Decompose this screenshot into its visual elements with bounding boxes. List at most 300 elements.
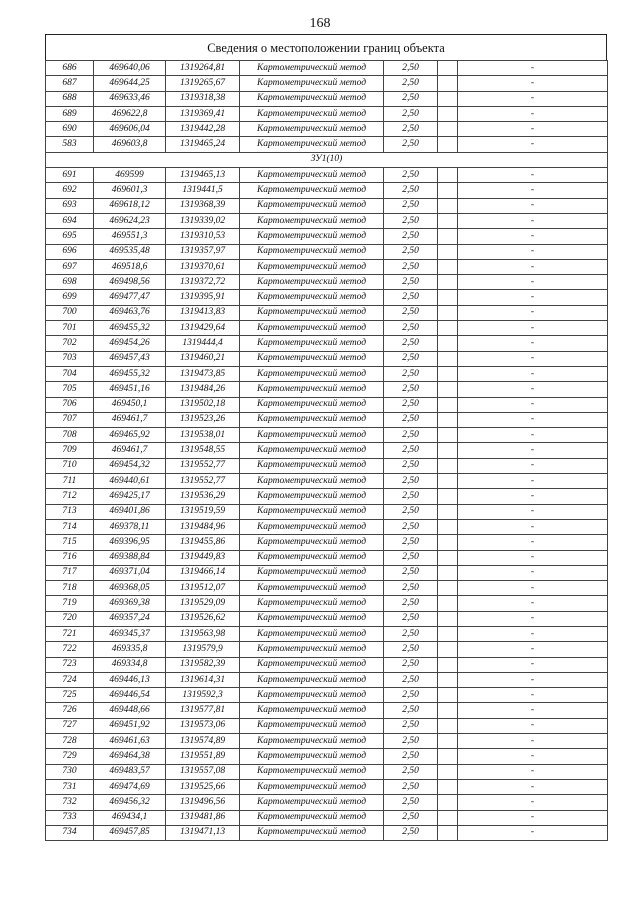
description-cell: - (458, 168, 608, 183)
x-coordinate-cell: 469440,61 (94, 474, 166, 489)
x-coordinate-cell: 469334,8 (94, 657, 166, 672)
y-coordinate-cell: 1319310,53 (166, 229, 240, 244)
empty-cell (438, 550, 458, 565)
y-coordinate-cell: 1319536,29 (166, 489, 240, 504)
accuracy-cell: 2,50 (384, 489, 438, 504)
y-coordinate-cell: 1319552,77 (166, 458, 240, 473)
x-coordinate-cell: 469644,25 (94, 76, 166, 91)
point-number-cell: 583 (46, 137, 94, 152)
y-coordinate-cell: 1319265,67 (166, 76, 240, 91)
point-number-cell: 698 (46, 275, 94, 290)
section-row (46, 152, 608, 167)
table-row (46, 779, 608, 794)
empty-cell (438, 734, 458, 749)
empty-cell (438, 244, 458, 259)
method-cell: Картометрический метод (240, 244, 384, 259)
section-title: ЗУ1(10) (46, 152, 608, 167)
y-coordinate-cell: 1319484,26 (166, 382, 240, 397)
point-number-cell: 700 (46, 305, 94, 320)
table-row (46, 321, 608, 336)
point-number-cell: 690 (46, 122, 94, 137)
x-coordinate-cell: 469335,8 (94, 642, 166, 657)
method-cell: Картометрический метод (240, 626, 384, 641)
method-cell: Картометрический метод (240, 611, 384, 626)
x-coordinate-cell: 469357,24 (94, 611, 166, 626)
table-row (46, 351, 608, 366)
y-coordinate-cell: 1319525,66 (166, 779, 240, 794)
accuracy-cell: 2,50 (384, 519, 438, 534)
x-coordinate-cell: 469457,85 (94, 825, 166, 840)
method-cell: Картометрический метод (240, 565, 384, 580)
description-cell: - (458, 244, 608, 259)
description-cell: - (458, 290, 608, 305)
x-coordinate-cell: 469498,56 (94, 275, 166, 290)
x-coordinate-cell: 469378,11 (94, 519, 166, 534)
method-cell: Картометрический метод (240, 596, 384, 611)
accuracy-cell: 2,50 (384, 474, 438, 489)
y-coordinate-cell: 1319481,86 (166, 810, 240, 825)
accuracy-cell: 2,50 (384, 626, 438, 641)
empty-cell (438, 397, 458, 412)
empty-cell (438, 749, 458, 764)
empty-cell (438, 458, 458, 473)
x-coordinate-cell: 469345,37 (94, 626, 166, 641)
table-row (46, 734, 608, 749)
x-coordinate-cell: 469477,47 (94, 290, 166, 305)
method-cell: Картометрический метод (240, 749, 384, 764)
point-number-cell: 727 (46, 718, 94, 733)
empty-cell (438, 672, 458, 687)
empty-cell (438, 275, 458, 290)
x-coordinate-cell: 469454,26 (94, 336, 166, 351)
empty-cell (438, 321, 458, 336)
x-coordinate-cell: 469633,46 (94, 91, 166, 106)
y-coordinate-cell: 1319496,56 (166, 795, 240, 810)
x-coordinate-cell: 469622,8 (94, 106, 166, 121)
y-coordinate-cell: 1319577,81 (166, 703, 240, 718)
description-cell: - (458, 795, 608, 810)
method-cell: Картометрический метод (240, 779, 384, 794)
method-cell: Картометрический метод (240, 198, 384, 213)
point-number-cell: 720 (46, 611, 94, 626)
table-row (46, 244, 608, 259)
table-row (46, 76, 608, 91)
y-coordinate-cell: 1319523,26 (166, 412, 240, 427)
point-number-cell: 726 (46, 703, 94, 718)
method-cell: Картометрический метод (240, 382, 384, 397)
empty-cell (438, 795, 458, 810)
method-cell: Картометрический метод (240, 229, 384, 244)
empty-cell (438, 489, 458, 504)
x-coordinate-cell: 469434,1 (94, 810, 166, 825)
description-cell: - (458, 61, 608, 76)
point-number-cell: 722 (46, 642, 94, 657)
x-coordinate-cell: 469455,32 (94, 366, 166, 381)
accuracy-cell: 2,50 (384, 397, 438, 412)
description-cell: - (458, 397, 608, 412)
table-row (46, 61, 608, 76)
description-cell: - (458, 76, 608, 91)
x-coordinate-cell: 469518,6 (94, 259, 166, 274)
accuracy-cell: 2,50 (384, 412, 438, 427)
accuracy-cell: 2,50 (384, 718, 438, 733)
description-cell: - (458, 336, 608, 351)
y-coordinate-cell: 1319471,13 (166, 825, 240, 840)
accuracy-cell: 2,50 (384, 657, 438, 672)
table-row (46, 168, 608, 183)
point-number-cell: 717 (46, 565, 94, 580)
accuracy-cell: 2,50 (384, 168, 438, 183)
table-row (46, 106, 608, 121)
y-coordinate-cell: 1319372,72 (166, 275, 240, 290)
empty-cell (438, 688, 458, 703)
method-cell: Картометрический метод (240, 137, 384, 152)
empty-cell (438, 213, 458, 228)
empty-cell (438, 535, 458, 550)
point-number-cell: 719 (46, 596, 94, 611)
point-number-cell: 713 (46, 504, 94, 519)
empty-cell (438, 657, 458, 672)
method-cell: Картометрический метод (240, 642, 384, 657)
y-coordinate-cell: 1319357,97 (166, 244, 240, 259)
description-cell: - (458, 91, 608, 106)
empty-cell (438, 626, 458, 641)
method-cell: Картометрический метод (240, 718, 384, 733)
method-cell: Картометрический метод (240, 305, 384, 320)
method-cell: Картометрический метод (240, 183, 384, 198)
y-coordinate-cell: 1319318,38 (166, 91, 240, 106)
description-cell: - (458, 137, 608, 152)
method-cell: Картометрический метод (240, 474, 384, 489)
accuracy-cell: 2,50 (384, 428, 438, 443)
point-number-cell: 703 (46, 351, 94, 366)
y-coordinate-cell: 1319442,28 (166, 122, 240, 137)
table-row (46, 688, 608, 703)
accuracy-cell: 2,50 (384, 366, 438, 381)
x-coordinate-cell: 469551,3 (94, 229, 166, 244)
point-number-cell: 723 (46, 657, 94, 672)
table-row (46, 749, 608, 764)
empty-cell (438, 229, 458, 244)
table-row (46, 458, 608, 473)
table-row (46, 336, 608, 351)
table-row (46, 810, 608, 825)
description-cell: - (458, 596, 608, 611)
method-cell: Картометрический метод (240, 795, 384, 810)
y-coordinate-cell: 1319557,08 (166, 764, 240, 779)
table-row (46, 611, 608, 626)
accuracy-cell: 2,50 (384, 198, 438, 213)
description-cell: - (458, 305, 608, 320)
point-number-cell: 691 (46, 168, 94, 183)
table-row (46, 198, 608, 213)
point-number-cell: 725 (46, 688, 94, 703)
x-coordinate-cell: 469388,84 (94, 550, 166, 565)
method-cell: Картометрический метод (240, 825, 384, 840)
accuracy-cell: 2,50 (384, 764, 438, 779)
empty-cell (438, 122, 458, 137)
x-coordinate-cell: 469446,54 (94, 688, 166, 703)
method-cell: Картометрический метод (240, 321, 384, 336)
point-number-cell: 706 (46, 397, 94, 412)
point-number-cell: 732 (46, 795, 94, 810)
empty-cell (438, 764, 458, 779)
table-title: Сведения о местоположении границ объекта (45, 34, 607, 60)
point-number-cell: 702 (46, 336, 94, 351)
method-cell: Картометрический метод (240, 703, 384, 718)
y-coordinate-cell: 1319395,91 (166, 290, 240, 305)
description-cell: - (458, 825, 608, 840)
y-coordinate-cell: 1319444,4 (166, 336, 240, 351)
method-cell: Картометрический метод (240, 810, 384, 825)
point-number-cell: 716 (46, 550, 94, 565)
accuracy-cell: 2,50 (384, 305, 438, 320)
y-coordinate-cell: 1319574,89 (166, 734, 240, 749)
accuracy-cell: 2,50 (384, 779, 438, 794)
point-number-cell: 689 (46, 106, 94, 121)
accuracy-cell: 2,50 (384, 642, 438, 657)
empty-cell (438, 474, 458, 489)
empty-cell (438, 198, 458, 213)
point-number-cell: 729 (46, 749, 94, 764)
method-cell: Картометрический метод (240, 366, 384, 381)
description-cell: - (458, 779, 608, 794)
table-row (46, 91, 608, 106)
point-number-cell: 718 (46, 581, 94, 596)
table-row (46, 397, 608, 412)
x-coordinate-cell: 469450,1 (94, 397, 166, 412)
accuracy-cell: 2,50 (384, 351, 438, 366)
point-number-cell: 687 (46, 76, 94, 91)
point-number-cell: 724 (46, 672, 94, 687)
point-number-cell: 697 (46, 259, 94, 274)
x-coordinate-cell: 469603,8 (94, 137, 166, 152)
accuracy-cell: 2,50 (384, 672, 438, 687)
method-cell: Картометрический метод (240, 428, 384, 443)
description-cell: - (458, 734, 608, 749)
method-cell: Картометрический метод (240, 672, 384, 687)
description-cell: - (458, 535, 608, 550)
point-number-cell: 686 (46, 61, 94, 76)
y-coordinate-cell: 1319449,83 (166, 550, 240, 565)
description-cell: - (458, 565, 608, 580)
accuracy-cell: 2,50 (384, 137, 438, 152)
empty-cell (438, 703, 458, 718)
empty-cell (438, 76, 458, 91)
accuracy-cell: 2,50 (384, 259, 438, 274)
accuracy-cell: 2,50 (384, 91, 438, 106)
x-coordinate-cell: 469368,05 (94, 581, 166, 596)
x-coordinate-cell: 469455,32 (94, 321, 166, 336)
point-number-cell: 708 (46, 428, 94, 443)
method-cell: Картометрический метод (240, 91, 384, 106)
method-cell: Картометрический метод (240, 168, 384, 183)
table-row (46, 504, 608, 519)
method-cell: Картометрический метод (240, 535, 384, 550)
table-row (46, 305, 608, 320)
x-coordinate-cell: 469461,7 (94, 443, 166, 458)
accuracy-cell: 2,50 (384, 443, 438, 458)
table-row (46, 718, 608, 733)
description-cell: - (458, 688, 608, 703)
method-cell: Картометрический метод (240, 122, 384, 137)
point-number-cell: 734 (46, 825, 94, 840)
description-cell: - (458, 626, 608, 641)
accuracy-cell: 2,50 (384, 275, 438, 290)
description-cell: - (458, 519, 608, 534)
table-row (46, 519, 608, 534)
method-cell: Картометрический метод (240, 412, 384, 427)
accuracy-cell: 2,50 (384, 183, 438, 198)
x-coordinate-cell: 469448,66 (94, 703, 166, 718)
table-row (46, 596, 608, 611)
empty-cell (438, 305, 458, 320)
method-cell: Картометрический метод (240, 489, 384, 504)
table-row (46, 489, 608, 504)
boundary-table-sheet (45, 34, 607, 841)
x-coordinate-cell: 469465,92 (94, 428, 166, 443)
table-body (46, 61, 608, 841)
x-coordinate-cell: 469446,13 (94, 672, 166, 687)
accuracy-cell: 2,50 (384, 596, 438, 611)
empty-cell (438, 519, 458, 534)
table-row (46, 428, 608, 443)
point-number-cell: 714 (46, 519, 94, 534)
empty-cell (438, 825, 458, 840)
accuracy-cell: 2,50 (384, 382, 438, 397)
point-number-cell: 701 (46, 321, 94, 336)
empty-cell (438, 106, 458, 121)
x-coordinate-cell: 469451,92 (94, 718, 166, 733)
method-cell: Картометрический метод (240, 519, 384, 534)
method-cell: Картометрический метод (240, 458, 384, 473)
method-cell: Картометрический метод (240, 259, 384, 274)
point-number-cell: 712 (46, 489, 94, 504)
table-row (46, 764, 608, 779)
description-cell: - (458, 213, 608, 228)
empty-cell (438, 443, 458, 458)
point-number-cell: 730 (46, 764, 94, 779)
y-coordinate-cell: 1319465,24 (166, 137, 240, 152)
table-row (46, 213, 608, 228)
description-cell: - (458, 122, 608, 137)
point-number-cell: 699 (46, 290, 94, 305)
description-cell: - (458, 412, 608, 427)
empty-cell (438, 504, 458, 519)
x-coordinate-cell: 469601,3 (94, 183, 166, 198)
x-coordinate-cell: 469618,12 (94, 198, 166, 213)
empty-cell (438, 718, 458, 733)
method-cell: Картометрический метод (240, 61, 384, 76)
accuracy-cell: 2,50 (384, 76, 438, 91)
x-coordinate-cell: 469606,04 (94, 122, 166, 137)
y-coordinate-cell: 1319573,06 (166, 718, 240, 733)
x-coordinate-cell: 469369,38 (94, 596, 166, 611)
x-coordinate-cell: 469425,17 (94, 489, 166, 504)
description-cell: - (458, 321, 608, 336)
y-coordinate-cell: 1319519,59 (166, 504, 240, 519)
y-coordinate-cell: 1319563,98 (166, 626, 240, 641)
y-coordinate-cell: 1319538,01 (166, 428, 240, 443)
table-row (46, 795, 608, 810)
y-coordinate-cell: 1319466,14 (166, 565, 240, 580)
method-cell: Картометрический метод (240, 213, 384, 228)
table-row (46, 672, 608, 687)
y-coordinate-cell: 1319484,96 (166, 519, 240, 534)
x-coordinate-cell: 469474,69 (94, 779, 166, 794)
table-row (46, 229, 608, 244)
point-number-cell: 692 (46, 183, 94, 198)
table-row (46, 183, 608, 198)
description-cell: - (458, 382, 608, 397)
method-cell: Картометрический метод (240, 734, 384, 749)
description-cell: - (458, 581, 608, 596)
description-cell: - (458, 474, 608, 489)
accuracy-cell: 2,50 (384, 825, 438, 840)
empty-cell (438, 565, 458, 580)
description-cell: - (458, 611, 608, 626)
description-cell: - (458, 106, 608, 121)
x-coordinate-cell: 469624,23 (94, 213, 166, 228)
x-coordinate-cell: 469461,7 (94, 412, 166, 427)
x-coordinate-cell: 469401,86 (94, 504, 166, 519)
point-number-cell: 721 (46, 626, 94, 641)
description-cell: - (458, 458, 608, 473)
x-coordinate-cell: 469454,32 (94, 458, 166, 473)
y-coordinate-cell: 1319512,07 (166, 581, 240, 596)
method-cell: Картометрический метод (240, 764, 384, 779)
description-cell: - (458, 366, 608, 381)
accuracy-cell: 2,50 (384, 229, 438, 244)
description-cell: - (458, 749, 608, 764)
y-coordinate-cell: 1319579,9 (166, 642, 240, 657)
table-row (46, 565, 608, 580)
empty-cell (438, 366, 458, 381)
table-row (46, 474, 608, 489)
table-row (46, 703, 608, 718)
empty-cell (438, 168, 458, 183)
empty-cell (438, 259, 458, 274)
page-number: 168 (309, 16, 331, 31)
accuracy-cell: 2,50 (384, 336, 438, 351)
method-cell: Картометрический метод (240, 550, 384, 565)
x-coordinate-cell: 469463,76 (94, 305, 166, 320)
accuracy-cell: 2,50 (384, 795, 438, 810)
y-coordinate-cell: 1319264,81 (166, 61, 240, 76)
method-cell: Картометрический метод (240, 275, 384, 290)
x-coordinate-cell: 469456,32 (94, 795, 166, 810)
y-coordinate-cell: 1319455,86 (166, 535, 240, 550)
point-number-cell: 688 (46, 91, 94, 106)
empty-cell (438, 61, 458, 76)
table-row (46, 443, 608, 458)
y-coordinate-cell: 1319552,77 (166, 474, 240, 489)
method-cell: Картометрический метод (240, 290, 384, 305)
table-row (46, 275, 608, 290)
table-row (46, 259, 608, 274)
accuracy-cell: 2,50 (384, 611, 438, 626)
empty-cell (438, 779, 458, 794)
point-number-cell: 696 (46, 244, 94, 259)
y-coordinate-cell: 1319339,02 (166, 213, 240, 228)
y-coordinate-cell: 1319441,5 (166, 183, 240, 198)
table-row (46, 550, 608, 565)
accuracy-cell: 2,50 (384, 504, 438, 519)
empty-cell (438, 290, 458, 305)
accuracy-cell: 2,50 (384, 213, 438, 228)
method-cell: Картометрический метод (240, 657, 384, 672)
x-coordinate-cell: 469535,48 (94, 244, 166, 259)
